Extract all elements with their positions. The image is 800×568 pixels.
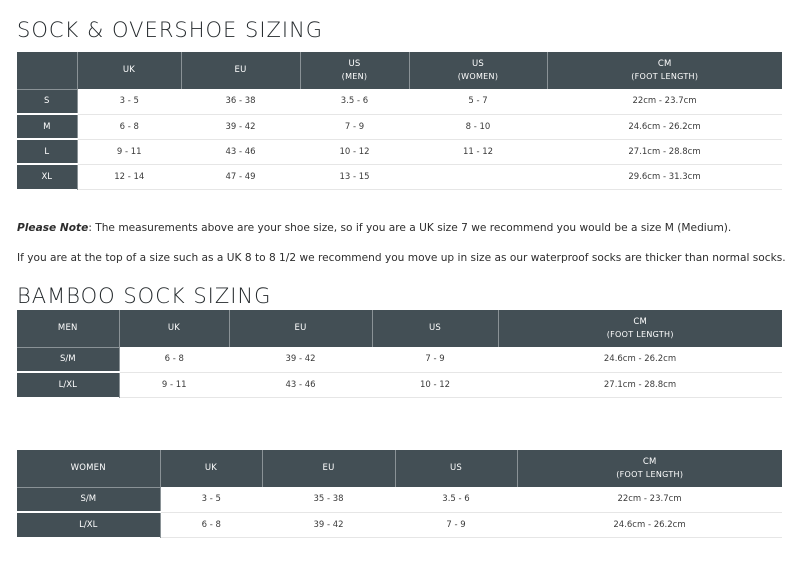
cell-eu: 36 - 38 (181, 89, 300, 114)
header-women: WOMEN (17, 450, 160, 487)
header-size (17, 52, 77, 89)
cell-us-women: 11 - 12 (409, 139, 547, 164)
cell-us-men: 13 - 15 (300, 164, 409, 189)
header-sublabel: (WOMEN) (457, 71, 499, 81)
bamboo-men-sizing-table (17, 310, 782, 398)
table-header-row (17, 310, 782, 347)
header-cm (547, 52, 782, 89)
cell-us: 7 - 9 (372, 347, 498, 372)
cell-eu: 43 - 46 (181, 139, 300, 164)
table-row (17, 487, 782, 512)
cell-us-women (409, 164, 547, 189)
cell-uk: 6 - 8 (119, 347, 229, 372)
cell-uk: 3 - 5 (77, 89, 181, 114)
header-us: US (395, 450, 517, 487)
please-note-text: : The measurements above are your shoe size, so if you are a UK size 7 we recommend you would be a size M (Medium). (88, 222, 732, 234)
cell-us: 10 - 12 (372, 372, 498, 397)
header-us-men (300, 52, 409, 89)
size-label: L/XL (17, 372, 119, 397)
cell-uk: 6 - 8 (160, 512, 262, 537)
table-row (17, 164, 782, 189)
header-cm (517, 450, 782, 487)
cell-uk: 12 - 14 (77, 164, 181, 189)
cell-us-women: 5 - 7 (409, 89, 547, 114)
header-label: EU (234, 65, 247, 76)
header-sublabel: (FOOT LENGTH) (631, 71, 699, 81)
cell-cm: 27.1cm - 28.8cm (498, 372, 782, 397)
header-label: UK (122, 65, 136, 76)
header-label: CM (633, 316, 648, 327)
header-men: MEN (17, 310, 119, 347)
cell-us-men: 3.5 - 6 (300, 89, 409, 114)
cell-cm: 24.6cm - 26.2cm (547, 114, 782, 139)
header-eu: EU (229, 310, 372, 347)
cell-cm: 27.1cm - 28.8cm (547, 139, 782, 164)
please-note-label: Please Note (17, 222, 89, 234)
header-label: CM (642, 456, 657, 467)
size-label: M (17, 114, 77, 139)
size-label: S/M (17, 347, 119, 372)
cell-uk: 6 - 8 (77, 114, 181, 139)
bamboo-women-sizing-table (17, 450, 782, 538)
please-note-paragraph (17, 222, 792, 234)
table-row (17, 114, 782, 139)
size-label: L (17, 139, 77, 164)
cell-cm: 24.6cm - 26.2cm (517, 512, 782, 537)
cell-eu: 39 - 42 (181, 114, 300, 139)
header-uk: UK (119, 310, 229, 347)
overshoe-sizing-table (17, 52, 782, 190)
bamboo-section-title: BAMBOO SOCK SIZING (17, 284, 272, 308)
overshoe-section-title: SOCK & OVERSHOE SIZING (17, 18, 324, 42)
table-row (17, 372, 782, 397)
table-row (17, 347, 782, 372)
table-row (17, 139, 782, 164)
cell-us-men: 7 - 9 (300, 114, 409, 139)
header-us-women (409, 52, 547, 89)
cell-uk: 9 - 11 (77, 139, 181, 164)
cell-cm: 24.6cm - 26.2cm (498, 347, 782, 372)
header-eu: EU (262, 450, 395, 487)
size-label: L/XL (17, 512, 160, 537)
cell-us: 3.5 - 6 (395, 487, 517, 512)
table-header-row (17, 450, 782, 487)
size-up-note-paragraph: If you are at the top of a size such as a UK 8 to 8 1/2 we recommend you move up in size as our waterproof socks are thicker than normal socks. (17, 252, 786, 264)
cell-uk: 3 - 5 (160, 487, 262, 512)
header-us: US (372, 310, 498, 347)
cell-eu: 43 - 46 (229, 372, 372, 397)
cell-eu: 39 - 42 (229, 347, 372, 372)
cell-uk: 9 - 11 (119, 372, 229, 397)
header-sublabel: (FOOT LENGTH) (616, 469, 684, 479)
header-label: US (471, 58, 485, 69)
cell-cm: 22cm - 23.7cm (547, 89, 782, 114)
cell-us: 7 - 9 (395, 512, 517, 537)
cell-cm: 29.6cm - 31.3cm (547, 164, 782, 189)
size-label: S/M (17, 487, 160, 512)
size-label: XL (17, 164, 77, 189)
header-uk: UK (160, 450, 262, 487)
header-sublabel: (FOOT LENGTH) (606, 329, 674, 339)
table-row (17, 512, 782, 537)
cell-eu: 47 - 49 (181, 164, 300, 189)
cell-eu: 39 - 42 (262, 512, 395, 537)
table-row (17, 89, 782, 114)
size-label: S (17, 89, 77, 114)
header-uk (77, 52, 181, 89)
header-label: CM (657, 58, 672, 69)
cell-us-women: 8 - 10 (409, 114, 547, 139)
cell-eu: 35 - 38 (262, 487, 395, 512)
cell-us-men: 10 - 12 (300, 139, 409, 164)
cell-cm: 22cm - 23.7cm (517, 487, 782, 512)
header-label: US (348, 58, 361, 69)
header-sublabel: (MEN) (341, 71, 368, 81)
header-cm (498, 310, 782, 347)
table-header-row (17, 52, 782, 89)
header-eu (181, 52, 300, 89)
